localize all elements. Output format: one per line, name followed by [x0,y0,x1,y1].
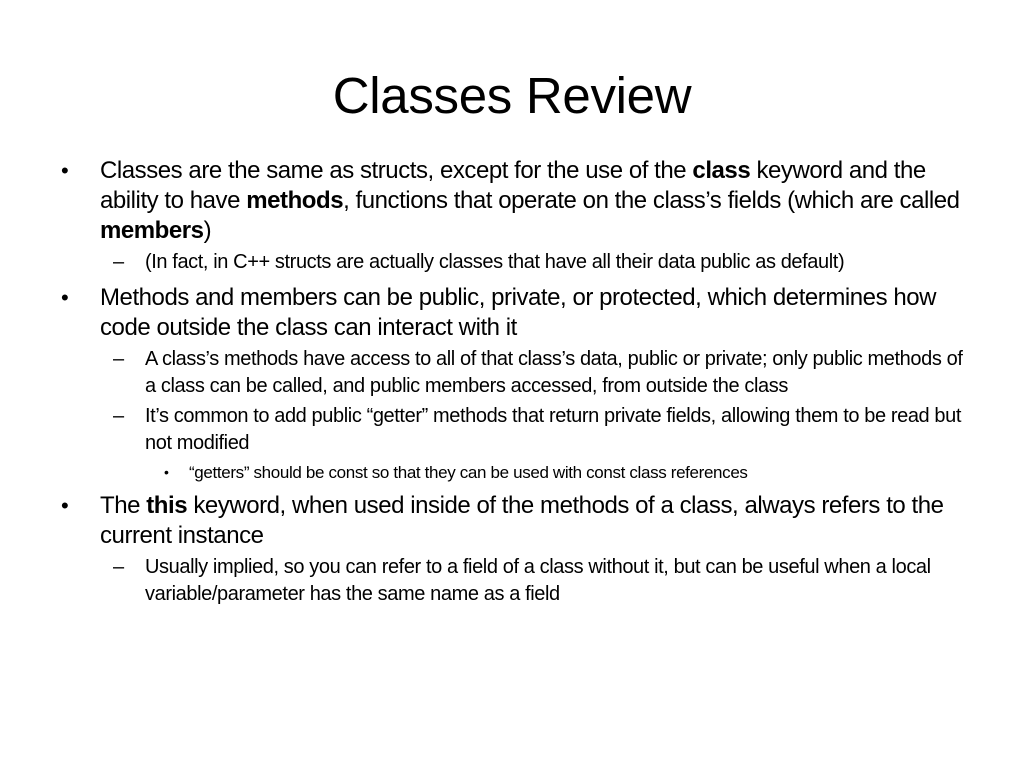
keyword-this: this [146,492,188,519]
sub-bullet-text: A class’s methods have access to all of that class’s data, public or private; only public methods of a class can be called, and public members accessed, from outside the class [145,348,963,397]
sub-sub-bullet-text: “getters” should be const so that they can be used with const class references [189,463,748,482]
bullet-marker: • [61,158,69,183]
slide-title: Classes Review [332,67,692,124]
keyword-class: class [692,157,751,184]
keyword-methods: methods [246,187,344,214]
bullet-text: Classes are the same as structs, except for the use of the [100,157,693,184]
bullet-marker: • [61,493,69,518]
bullet-item [56,283,974,343]
bullet-marker: • [61,285,69,310]
bullet-text: ) [203,217,212,244]
sub-bullet-item [56,554,974,608]
sub-bullet-item [56,403,974,457]
dash-marker: – [113,405,124,427]
bullet-text: Methods and members can be public, private, or protected, which determines how code outside the class can interact with it [100,284,937,341]
bullet-item [56,156,974,246]
sub-bullet-text: It’s common to add public “getter” methods that return private fields, allowing them to be read but not modified [145,405,962,454]
bullet-item [56,491,974,551]
sub-bullet-text: Usually implied, so you can refer to a field of a class without it, but can be useful when a local variable/parameter has the same name as a field [145,556,931,605]
sub-sub-bullet-item [56,461,974,484]
small-bullet-marker: • [164,464,169,480]
sub-bullet-item [56,346,974,400]
bullet-text: keyword, when used inside of the methods of a class, always refers to the current instance [100,492,944,549]
dash-marker: – [113,348,124,370]
bullet-text: keyword and the ability to have [100,157,926,214]
bullet-text: , functions that operate on the class’s fields (which are called [343,187,960,214]
sub-bullet-text: (In fact, in C++ structs are actually classes that have all their data public as default) [145,251,845,273]
sub-bullet-item [56,249,974,276]
dash-marker: – [113,556,124,578]
slide-body [56,156,974,608]
keyword-members: members [100,217,204,244]
dash-marker: – [113,251,124,273]
bullet-text: The [100,492,147,519]
